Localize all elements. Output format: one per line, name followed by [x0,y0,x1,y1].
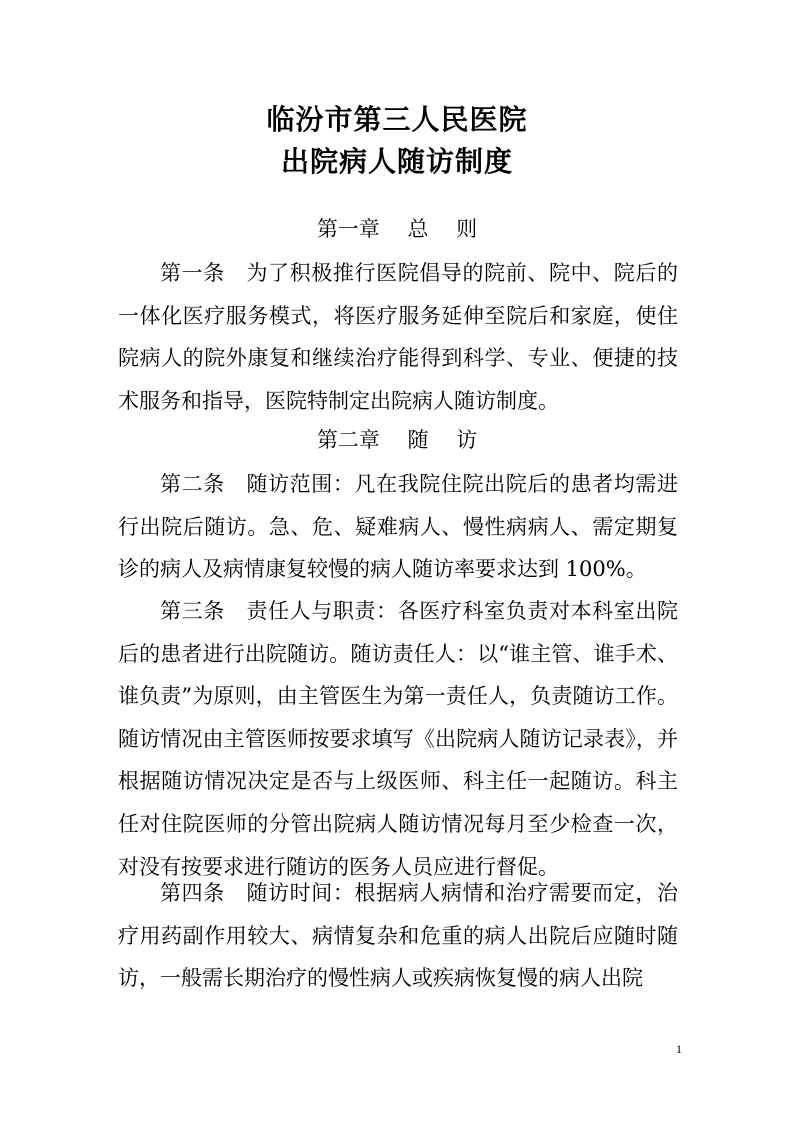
article-3-paragraph [118,590,678,888]
article-4-paragraph [118,872,678,1000]
chapter-1-heading: 第一章 总 则 [316,217,478,241]
article-3-label: 第三条 [160,599,247,623]
article-3-text: 责任人与职责：各医疗科室负责对本科室出院后的患者进行出院随访。随访责任人：以“谁主管、谁手术、谁负责”为原则，由主管医生为第一责任人，负责随访工作。随访情况由主管医师按要求填写《出院病人随访记录表》，并根据随访情况决定是否与上级医师、科主任一起随访。科主任对住院医师的分管出院病人随访情况每月至少检查一次，对没有按要求进行随访的医务人员应进行督促。 [118,599,679,879]
article-1-label: 第一条 [160,261,247,285]
page-number: 1 [676,1042,682,1056]
article-2-text: 随访范围：凡在我院住院出院后的患者均需进行出院后随访。急、危、疑难病人、慢性病病人、需定期复诊的病人及病情康复较慢的病人随访率要求达到 100%。 [118,472,679,582]
article-4-label: 第四条 [160,881,247,905]
hospital-name-title: 临汾市第三人民医院 [266,103,528,136]
policy-title: 出院病人随访制度 [280,145,513,178]
article-4-text: 随访时间：根据病人病情和治疗需要而定，治疗用药副作用较大、病情复杂和危重的病人出院后应随时随访，一般需长期治疗的慢性病人或疾病恢复慢的病人出院 [118,881,679,991]
article-2-label: 第二条 [160,472,247,496]
chapter-2-heading: 第二章 随 访 [316,428,478,452]
article-1-paragraph [118,252,678,422]
article-2-paragraph [118,463,678,591]
article-1-text: 为了积极推行医院倡导的院前、院中、院后的一体化医疗服务模式，将医疗服务延伸至院后和家庭，使住院病人的院外康复和继续治疗能得到科学、专业、便捷的技术服务和指导，医院特制定出院病人随访制度。 [118,261,679,413]
